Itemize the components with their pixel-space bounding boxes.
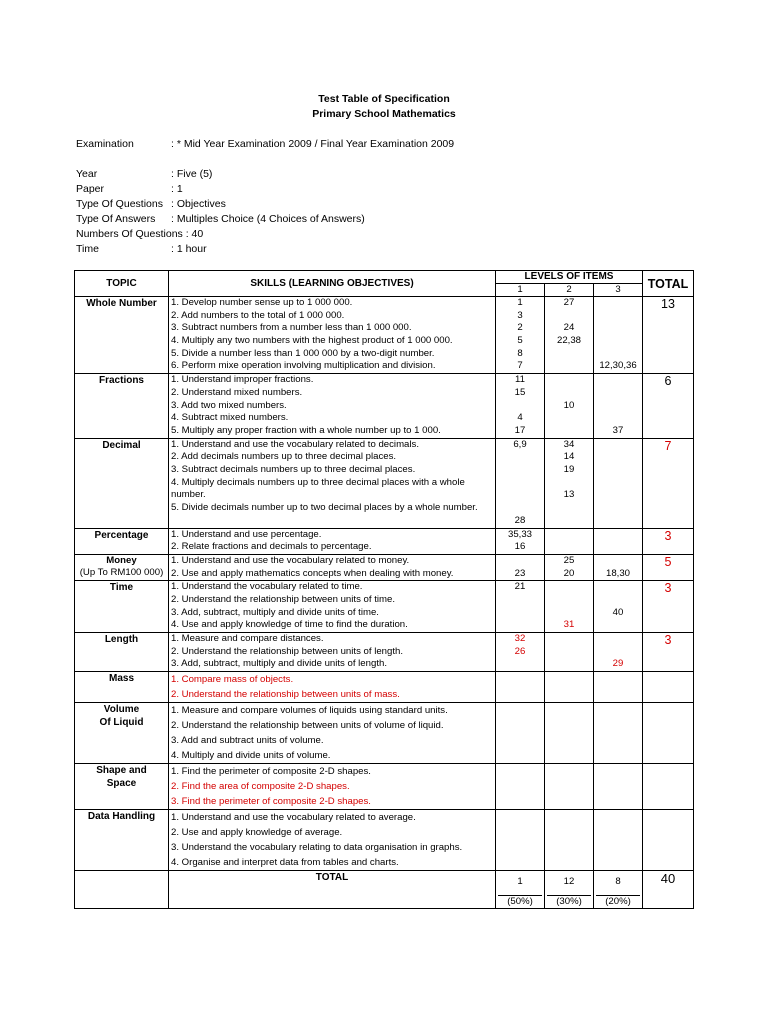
topic-row-time bbox=[75, 581, 694, 633]
topic-row-percentage bbox=[75, 528, 694, 554]
skill-item: 2. Understand the relationship between units of length. bbox=[171, 645, 404, 657]
item-number: 11 bbox=[515, 374, 525, 386]
total-level-3 bbox=[594, 871, 643, 909]
item-number bbox=[596, 322, 640, 335]
item-number: 14 bbox=[563, 451, 575, 463]
item-number bbox=[596, 439, 640, 452]
topic-length: Length bbox=[75, 633, 169, 672]
skill-item: 5. Divide decimals number up to two decimal places by a whole number. bbox=[171, 502, 478, 514]
type-answers-label: Type Of Answers bbox=[76, 213, 156, 225]
skill-item: 4. Use and apply knowledge of time to find the duration. bbox=[171, 619, 408, 631]
skill-item: 3. Add two mixed numbers. bbox=[171, 399, 287, 411]
topic-shape bbox=[75, 764, 169, 810]
skill-item: 1. Understand and use the vocabulary related to decimals. bbox=[171, 438, 419, 450]
examination-value: : * Mid Year Examination 2009 / Final Year Examination 2009 bbox=[171, 138, 455, 150]
document-subtitle: Primary School Mathematics bbox=[312, 108, 456, 120]
topic-row-fractions bbox=[75, 374, 694, 438]
skill-item: 6. Perform mixe operation involving multiplication and division. bbox=[171, 360, 436, 372]
topic-row-volume bbox=[75, 703, 694, 764]
item-number bbox=[547, 515, 591, 528]
item-number: 37 bbox=[612, 424, 624, 436]
skill-item: 5. Divide a number less than 1 000 000 by a two-digit number. bbox=[171, 347, 435, 359]
item-number: 4 bbox=[517, 412, 523, 424]
total-row bbox=[75, 871, 694, 909]
item-number: 40 bbox=[612, 606, 624, 618]
topic-mass: Mass bbox=[75, 672, 169, 703]
skill-item: 2. Understand mixed numbers. bbox=[171, 386, 303, 398]
skills-decimal bbox=[169, 438, 496, 528]
topic-volume bbox=[75, 703, 169, 764]
item-number: 12,30,36 bbox=[599, 360, 637, 372]
item-number: 13 bbox=[563, 489, 575, 501]
skill-item: 1. Understand the vocabulary related to time. bbox=[171, 581, 363, 593]
item-number bbox=[547, 310, 591, 323]
total-length: 3 bbox=[643, 633, 694, 672]
skill-item: 3. Subtract numbers from a number less than 1 000 000. bbox=[171, 322, 412, 334]
skill-item: 4. Multiply any two numbers with the highest product of 1 000 000. bbox=[171, 335, 453, 347]
topic-fractions: Fractions bbox=[75, 374, 169, 438]
level-3-money bbox=[594, 554, 643, 580]
year-value: : Five (5) bbox=[171, 168, 213, 180]
item-number bbox=[547, 360, 591, 373]
total-level-1-percent: (50%) bbox=[507, 896, 533, 908]
skill-item: 1. Compare mass of objects. bbox=[171, 674, 294, 686]
item-number: 22,38 bbox=[556, 335, 581, 347]
skill-item: 3. Add, subtract, multiply and divide units of length. bbox=[171, 658, 387, 670]
item-number: 16 bbox=[514, 541, 526, 553]
skill-item: 1. Understand and use the vocabulary related to average. bbox=[171, 812, 416, 824]
skill-item: 1. Understand and use the vocabulary related to money. bbox=[171, 554, 410, 566]
skills-whole-number bbox=[169, 297, 496, 374]
item-number: 7 bbox=[517, 360, 523, 372]
time-value: : 1 hour bbox=[171, 243, 207, 255]
type-answers-value: : Multiples Choice (4 Choices of Answers) bbox=[171, 213, 365, 225]
skill-item: 3. Find the perimeter of composite 2-D shapes. bbox=[171, 796, 371, 808]
skill-item: 2. Find the area of composite 2-D shapes. bbox=[171, 781, 350, 793]
item-number bbox=[596, 412, 640, 425]
skill-item: 2. Understand the relationship between units of volume of liquid. bbox=[171, 720, 444, 732]
item-number bbox=[596, 387, 640, 400]
skills-percentage bbox=[169, 528, 496, 554]
skill-item: 2. Add numbers to the total of 1 000 000. bbox=[171, 309, 345, 321]
level-2-decimal bbox=[545, 438, 594, 528]
item-number bbox=[498, 489, 542, 502]
item-number: 18,30 bbox=[605, 567, 630, 579]
level-3-length bbox=[594, 633, 643, 672]
total-time: 3 bbox=[643, 581, 694, 633]
level-1-percentage bbox=[496, 528, 545, 554]
item-number bbox=[596, 297, 640, 310]
topic-money-name: Money bbox=[106, 554, 137, 566]
item-number bbox=[547, 387, 591, 400]
item-number: 31 bbox=[563, 619, 575, 631]
item-number: 20 bbox=[563, 567, 575, 579]
skills-data-handling bbox=[169, 810, 496, 871]
level-1-whole-number bbox=[496, 297, 545, 374]
level-1-fractions bbox=[496, 374, 545, 438]
item-number bbox=[596, 400, 640, 413]
skills-mass bbox=[169, 672, 496, 703]
item-number bbox=[596, 310, 640, 323]
item-number: 27 bbox=[563, 297, 575, 308]
skill-item: 2. Use and apply knowledge of average. bbox=[171, 827, 343, 839]
skill-item: 5. Multiply any proper fraction with a whole number up to 1 000. bbox=[171, 424, 441, 436]
topic-volume-name: Volume bbox=[103, 704, 140, 716]
item-number bbox=[596, 555, 640, 568]
topic-decimal: Decimal bbox=[75, 438, 169, 528]
skill-item: 3. Understand the vocabulary relating to data organisation in graphs. bbox=[171, 842, 463, 854]
grand-total: 40 bbox=[643, 871, 694, 909]
total-level-1 bbox=[496, 871, 545, 909]
paper-value: : 1 bbox=[171, 183, 183, 195]
topic-whole-number: Whole Number bbox=[75, 297, 169, 374]
skills-fractions bbox=[169, 374, 496, 438]
item-number bbox=[547, 425, 591, 438]
topic-data-handling: Data Handling bbox=[75, 810, 169, 871]
item-number bbox=[498, 400, 542, 413]
level-2-fractions bbox=[545, 374, 594, 438]
item-number: 5 bbox=[517, 335, 523, 347]
item-number bbox=[547, 412, 591, 425]
item-number bbox=[498, 477, 542, 490]
level-1-decimal bbox=[496, 438, 545, 528]
header-skills: SKILLS (LEARNING OBJECTIVES) bbox=[169, 271, 496, 297]
skills-volume bbox=[169, 703, 496, 764]
total-whole-number: 13 bbox=[643, 297, 694, 374]
item-number bbox=[498, 555, 542, 568]
skill-item: 2. Understand the relationship between units of time. bbox=[171, 594, 395, 605]
examination-label: Examination bbox=[76, 138, 134, 150]
level-3-time bbox=[594, 581, 643, 633]
header-total: TOTAL bbox=[643, 271, 694, 297]
specification-table bbox=[74, 270, 694, 909]
header-topic: TOPIC bbox=[75, 271, 169, 297]
item-number bbox=[498, 464, 542, 477]
item-number: 29 bbox=[612, 658, 624, 670]
topic-row-money bbox=[75, 554, 694, 580]
topic-money bbox=[75, 554, 169, 580]
skill-item: 1. Find the perimeter of composite 2-D shapes. bbox=[171, 766, 371, 778]
item-number: 23 bbox=[514, 567, 526, 579]
item-number: 25 bbox=[563, 554, 575, 566]
num-questions: Numbers Of Questions : 40 bbox=[76, 228, 204, 240]
item-number: 34 bbox=[563, 438, 575, 450]
skill-item: 1. Measure and compare volumes of liquids using standard units. bbox=[171, 705, 448, 717]
skill-item: 2. Understand the relationship between units of mass. bbox=[171, 689, 400, 701]
topic-volume-name2: Of Liquid bbox=[99, 717, 144, 729]
level-1-time bbox=[496, 581, 545, 633]
level-2-money bbox=[545, 554, 594, 580]
level-3-decimal bbox=[594, 438, 643, 528]
item-number: 28 bbox=[514, 514, 526, 526]
paper-label: Paper bbox=[76, 183, 105, 195]
skill-item: 3. Subtract decimals numbers up to three decimal places. bbox=[171, 463, 416, 475]
level-1-money bbox=[496, 554, 545, 580]
level-2-percentage bbox=[545, 528, 594, 554]
item-number: 17 bbox=[514, 424, 526, 436]
topic-shape-name2: Space bbox=[106, 778, 137, 790]
skill-item: 4. Organise and interpret data from tables and charts. bbox=[171, 857, 399, 869]
level-3-percentage bbox=[594, 528, 643, 554]
skill-item: 2. Relate fractions and decimals to percentage. bbox=[171, 541, 372, 553]
item-number: 35,33 bbox=[507, 528, 532, 540]
item-number bbox=[596, 374, 640, 387]
level-3-label: 3 bbox=[593, 284, 642, 296]
document-title: Test Table of Specification bbox=[318, 93, 450, 105]
time-label: Time bbox=[76, 243, 99, 255]
item-number bbox=[547, 502, 591, 515]
item-number: 15 bbox=[514, 386, 526, 398]
total-row-label: TOTAL bbox=[169, 871, 496, 909]
levels-label: LEVELS OF ITEMS bbox=[496, 271, 642, 284]
level-1-length bbox=[496, 633, 545, 672]
item-number bbox=[498, 502, 542, 515]
skill-item: 2. Use and apply mathematics concepts when dealing with money. bbox=[171, 567, 454, 579]
item-number: 32 bbox=[514, 633, 526, 645]
item-number bbox=[547, 477, 591, 490]
topic-row-mass bbox=[75, 672, 694, 703]
skill-item: 3. Add and subtract units of volume. bbox=[171, 735, 324, 747]
total-level-3-count: 8 bbox=[596, 871, 640, 896]
item-number bbox=[596, 348, 640, 361]
skills-length bbox=[169, 633, 496, 672]
topic-row-length bbox=[75, 633, 694, 672]
skill-item: 4. Multiply and divide units of volume. bbox=[171, 750, 331, 762]
level-1-label: 1 bbox=[517, 284, 523, 295]
item-number bbox=[547, 348, 591, 361]
total-level-1-count: 1 bbox=[498, 871, 542, 896]
item-number: 21 bbox=[514, 581, 526, 593]
skill-item: 3. Add, subtract, multiply and divide units of time. bbox=[171, 606, 379, 618]
total-money: 5 bbox=[643, 554, 694, 580]
level-3-fractions bbox=[594, 374, 643, 438]
skill-item: 4. Subtract mixed numbers. bbox=[171, 412, 289, 424]
year-label: Year bbox=[76, 168, 98, 180]
level-3-whole-number bbox=[594, 297, 643, 374]
header-levels bbox=[496, 271, 643, 297]
skill-item: 1. Develop number sense up to 1 000 000. bbox=[171, 297, 353, 308]
item-number: 6,9 bbox=[513, 438, 527, 450]
skill-item: 4. Multiply decimals numbers up to three decimal places with a whole number. bbox=[171, 476, 465, 501]
level-2-whole-number bbox=[545, 297, 594, 374]
skill-item: 1. Understand and use percentage. bbox=[171, 528, 322, 540]
skill-item: 1. Measure and compare distances. bbox=[171, 633, 324, 645]
total-percentage: 3 bbox=[643, 528, 694, 554]
item-number: 2 bbox=[517, 322, 523, 334]
total-level-2-percent: (30%) bbox=[556, 896, 582, 908]
level-2-length bbox=[545, 633, 594, 672]
topic-row-data-handling bbox=[75, 810, 694, 871]
item-number: 24 bbox=[563, 322, 575, 334]
topic-shape-name: Shape and bbox=[96, 765, 147, 777]
item-number: 26 bbox=[514, 645, 526, 657]
topic-row-shape bbox=[75, 764, 694, 810]
total-level-2-count: 12 bbox=[547, 871, 591, 896]
item-number bbox=[547, 374, 591, 387]
level-2-label: 2 bbox=[544, 284, 593, 296]
skills-money bbox=[169, 554, 496, 580]
type-questions-value: : Objectives bbox=[171, 198, 226, 210]
skill-item: 1. Understand improper fractions. bbox=[171, 374, 314, 386]
item-number: 10 bbox=[563, 399, 575, 411]
item-number: 1 bbox=[517, 297, 523, 308]
total-row-blank bbox=[75, 871, 169, 909]
item-number bbox=[596, 335, 640, 348]
type-questions-label: Type Of Questions bbox=[76, 198, 163, 210]
skills-shape bbox=[169, 764, 496, 810]
topic-row-whole-number bbox=[75, 297, 694, 374]
item-number bbox=[498, 451, 542, 464]
total-level-2 bbox=[545, 871, 594, 909]
topic-money-range: (Up To RM100 000) bbox=[79, 566, 164, 578]
skill-item: 2. Add decimals numbers up to three decimal places. bbox=[171, 451, 397, 463]
topic-percentage: Percentage bbox=[75, 528, 169, 554]
skills-time bbox=[169, 581, 496, 633]
item-number: 19 bbox=[563, 463, 575, 475]
total-decimal: 7 bbox=[643, 438, 694, 528]
topic-row-decimal bbox=[75, 438, 694, 528]
topic-time: Time bbox=[75, 581, 169, 633]
level-2-time bbox=[545, 581, 594, 633]
total-level-3-percent: (20%) bbox=[605, 896, 631, 908]
item-number: 8 bbox=[517, 347, 523, 359]
total-fractions: 6 bbox=[643, 374, 694, 438]
header-row bbox=[75, 271, 694, 297]
item-number: 3 bbox=[517, 309, 523, 321]
